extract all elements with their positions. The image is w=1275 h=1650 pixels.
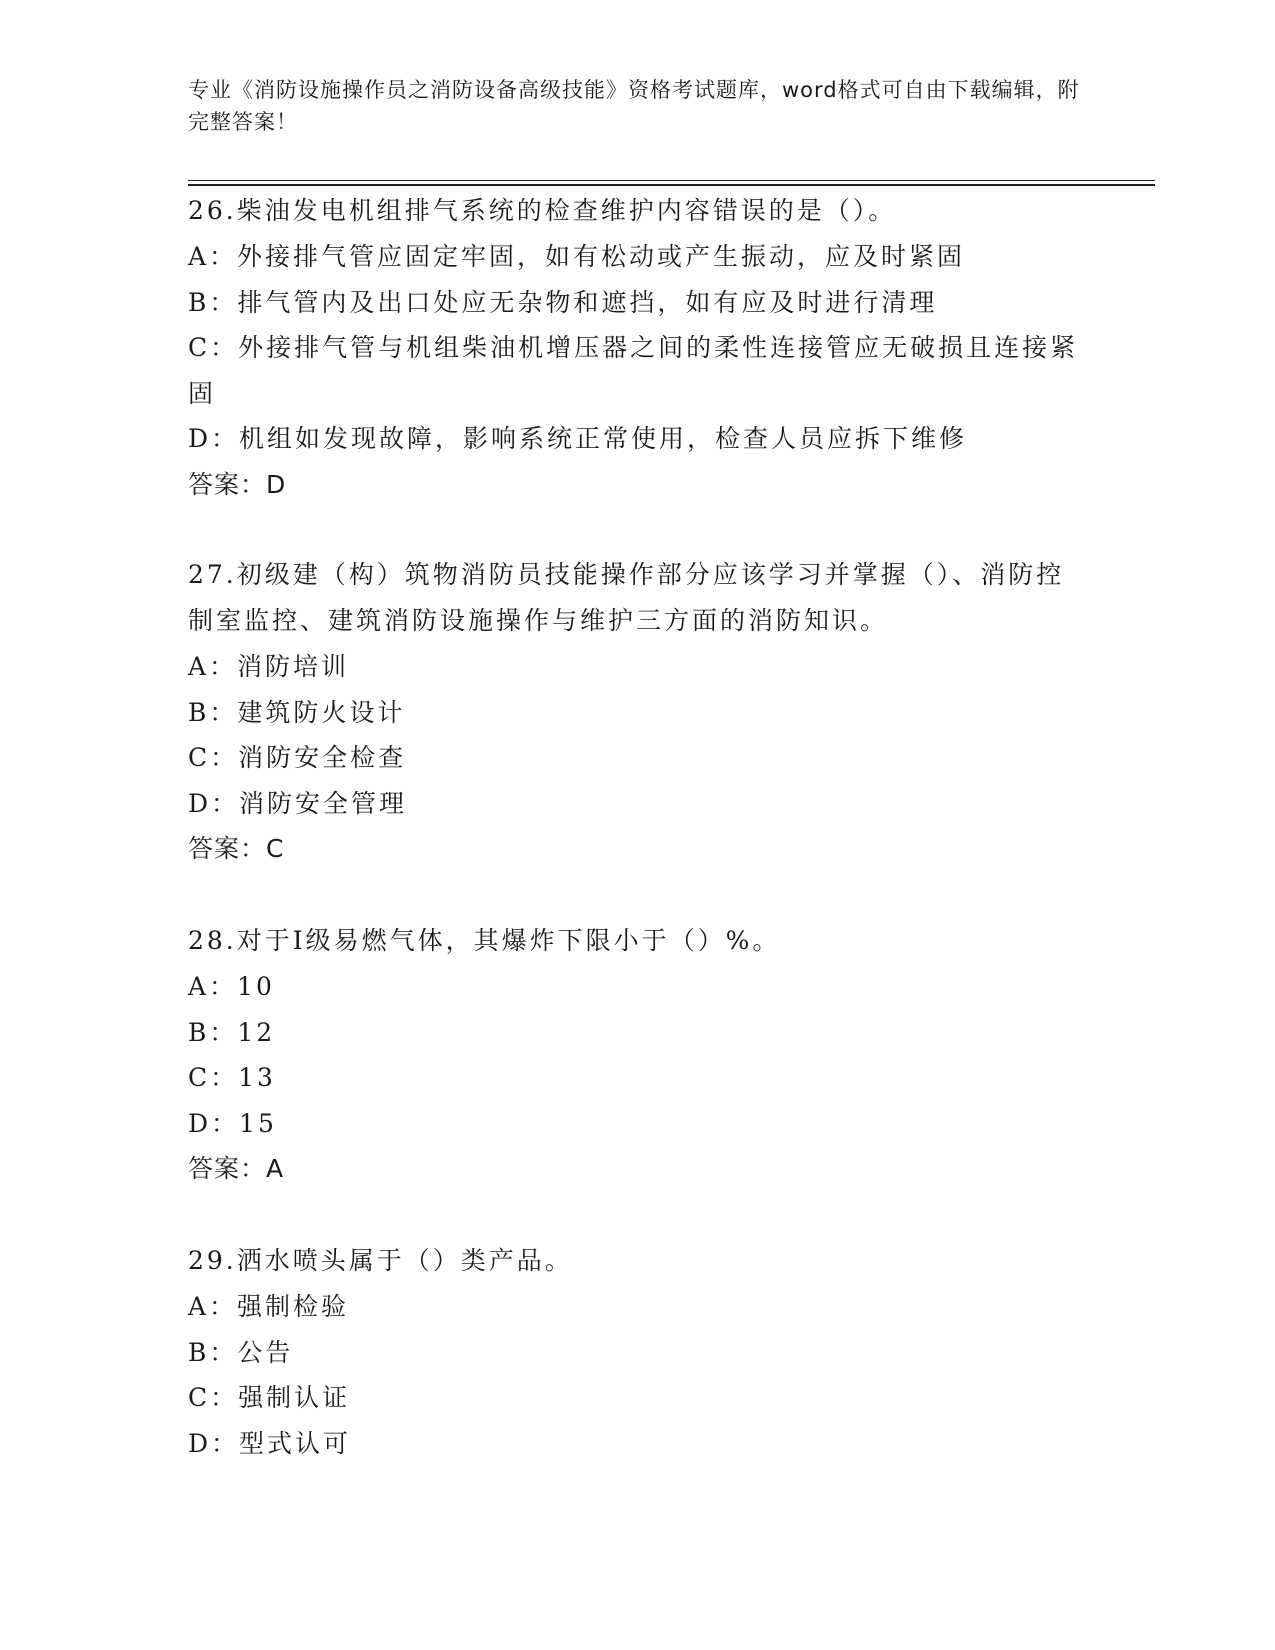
question-stem: 27.初级建（构）筑物消防员技能操作部分应该学习并掌握（）、消防控制室监控、建筑消防设施操作与维护三方面的消防知识。 [188, 560, 1065, 635]
option-b: B：建筑防火设计 [188, 697, 406, 727]
question-stem: 28.对于Ⅰ级易燃气体，其爆炸下限小于（）%。 [188, 926, 781, 955]
answer: 答案：C [188, 834, 285, 863]
option-b: B：排气管内及出口处应无杂物和遮挡，如有应及时进行清理 [188, 287, 938, 317]
question-stem: 26.柴油发电机组排气系统的检查维护内容错误的是（）。 [188, 196, 897, 225]
answer: 答案：D [188, 469, 287, 499]
question-29 [188, 1238, 1088, 1466]
answer: 答案：A [188, 1154, 285, 1183]
option-b: B：12 [188, 1017, 276, 1047]
header-divider-thin [188, 180, 1155, 181]
option-c: C：消防安全检查 [188, 743, 407, 772]
question-27 [188, 552, 1088, 872]
option-c: C：13 [188, 1063, 276, 1092]
option-d: D：机组如发现故障，影响系统正常使用，检查人员应拆下维修 [188, 424, 968, 453]
header-divider-thick [188, 184, 1155, 186]
option-b: B：公告 [188, 1337, 294, 1367]
option-d: D：型式认可 [188, 1428, 352, 1458]
option-c: C：强制认证 [188, 1383, 351, 1412]
option-a: A：强制检验 [188, 1292, 350, 1321]
option-d: D：消防安全管理 [188, 788, 408, 818]
option-a: A：消防培训 [188, 652, 350, 681]
question-stem: 29.洒水喷头属于（）类产品。 [188, 1246, 573, 1275]
option-d: D：15 [188, 1108, 277, 1138]
question-28 [188, 918, 1088, 1192]
option-c: C：外接排气管与机组柴油机增压器之间的柔性连接管应无破损且连接紧固 [188, 333, 1079, 408]
question-26 [188, 188, 1088, 508]
document-header: 专业《消防设施操作员之消防设备高级技能》资格考试题库，word格式可自由下载编辑，附完整答案！ [188, 78, 1080, 134]
option-a: A：外接排气管应固定牢固，如有松动或产生振动，应及时紧固 [188, 242, 966, 271]
option-a: A：10 [188, 972, 275, 1001]
